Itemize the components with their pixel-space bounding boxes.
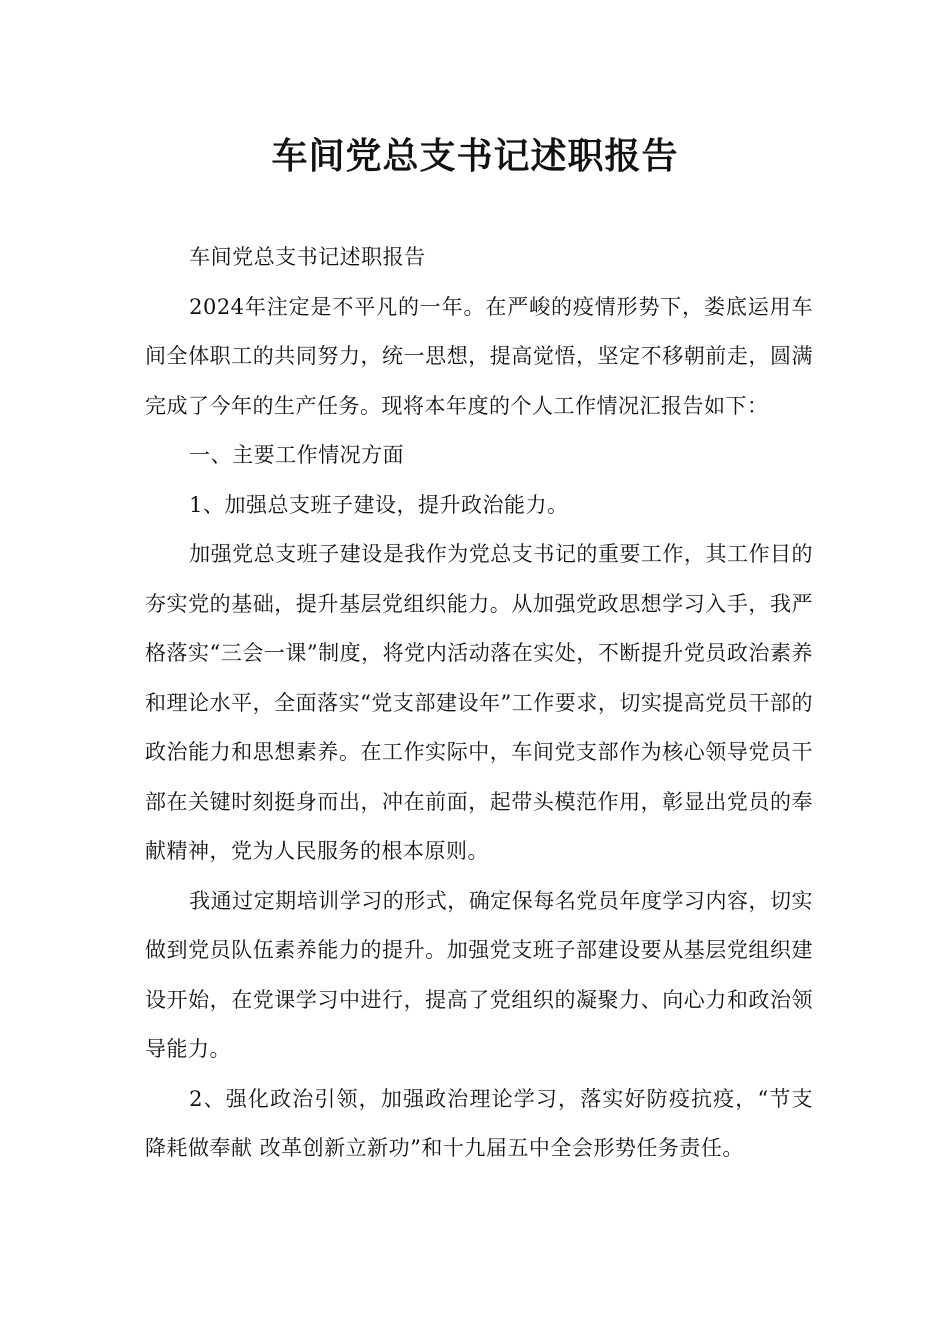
body-paragraph-subtitle: 车间党总支书记述职报告 bbox=[189, 245, 426, 269]
document-title: 车间党总支书记述职报告 bbox=[271, 136, 679, 177]
subsection-heading-2: 2、强化政治引领，加强政治理论学习，落实好防疫抗疫，“节支降耗做奉献 改革创新立新功”和十九届五中全会形势任务责任。 bbox=[145, 1086, 813, 1160]
document-body bbox=[145, 233, 813, 1174]
body-paragraph: 加强党总支班子建设是我作为党总支书记的重要工作，其工作目的夯实党的基础，提升基层党组织能力。从加强党政思想学习入手，我严格落实“三会一课”制度，将党内活动落在实处，不断提升党员政治素养和理论水平，全面落实“党支部建设年”工作要求，切实提高党员干部的政治能力和思想素养。在工作实际中，车间党支部作为核心领导党员干部在关键时刻挺身而出，冲在前面，起带头模范作用，彰显出党员的奉献精神，党为人民服务的根本原则。 bbox=[145, 542, 813, 863]
body-paragraph: 我通过定期培训学习的形式，确定保每名党员年度学习内容，切实做到党员队伍素养能力的提升。加强党支班子部建设要从基层党组织建设开始，在党课学习中进行，提高了党组织的凝聚力、向心力和政治领导能力。 bbox=[145, 888, 813, 1061]
section-heading-main-work: 一、主要工作情况方面 bbox=[189, 443, 405, 467]
subsection-heading-1: 1、加强总支班子建设，提升政治能力。 bbox=[189, 492, 569, 517]
body-paragraph-intro: 2024年注定是不平凡的一年。在严峻的疫情形势下，娄底运用车间全体职工的共同努力，统一思想，提高觉悟，坚定不移朝前走，圆满完成了今年的生产任务。现将本年度的个人工作情况汇报告如下： bbox=[145, 294, 813, 418]
